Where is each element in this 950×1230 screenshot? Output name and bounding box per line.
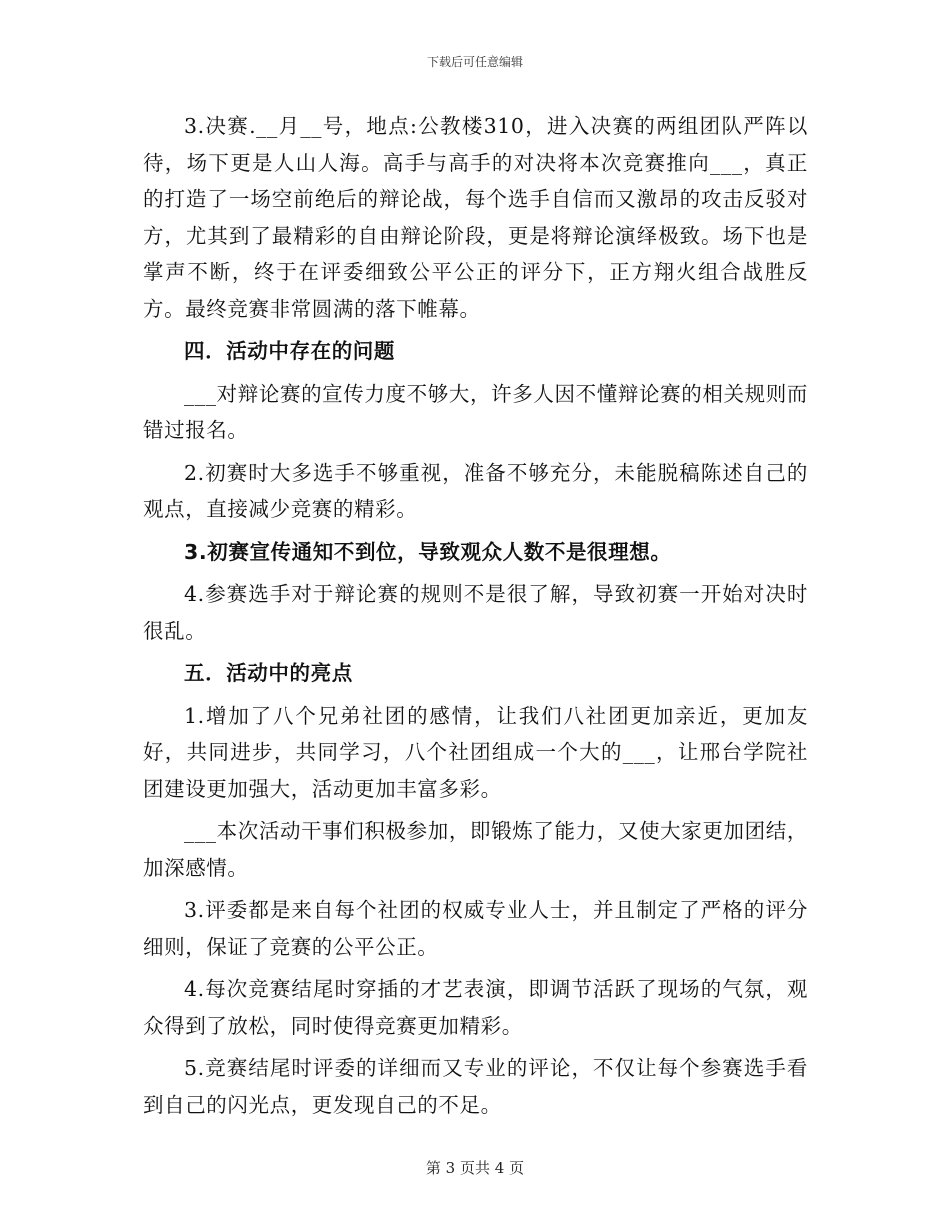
highlight-item-2: ___本次活动干事们积极参加，即锻炼了能力，又使大家更加团结，加深感情。 (143, 819, 808, 880)
problem-item-4: 4.参赛选手对于辩论赛的规则不是很了解，导致初赛一开始对决时很乱。 (143, 582, 808, 643)
problem-item-3: 3.初赛宣传通知不到位，导致观众人数不是很理想。 (184, 539, 672, 564)
highlight-item-1: 1.增加了八个兄弟社团的感情，让我们八社团更加亲近，更加友好，共同进步，共同学习，八个社团组成一个大的___，让邢台学院社团建设更加强大，活动更加丰富多彩。 (143, 703, 808, 801)
highlight-item-4: 4.每次竞赛结尾时穿插的才艺表演，即调节活跃了现场的气氛，观众得到了放松，同时使得竞赛更加精彩。 (143, 977, 808, 1038)
section-heading-highlights: 五．活动中的亮点 (184, 661, 353, 685)
highlight-item-5: 5.竞赛结尾时评委的详细而又专业的评论，不仅让每个参赛选手看到自己的闪光点，更发现自己的不足。 (143, 1056, 808, 1117)
problem-item-2: 2.初赛时大多选手不够重视，准备不够充分，未能脱稿陈述自己的观点，直接减少竞赛的精彩。 (143, 460, 808, 521)
problem-item-1: ___对辩论赛的宣传力度不够大，许多人因不懂辩论赛的相关规则而错过报名。 (143, 381, 808, 442)
paragraph-final-round: 3.决赛.__月__号，地点:公教楼310，进入决赛的两组团队严阵以待，场下更是人山人海。高手与高手的对决将本次竞赛推向___，真正的打造了一场空前绝后的辩论战，每个选手自信而又激昂的攻击反驳对方，尤其到了最精彩的自由辩论阶段，更是将辩论演绎极致。场下也是掌声不断，终于在评委细致公平公正的评分下，正方翔火组合战胜反方。最终竞赛非常圆满的落下帷幕。 (143, 114, 808, 321)
document-body (143, 108, 808, 1123)
page-header: 下载后可任意编辑 (426, 55, 523, 69)
highlight-item-3: 3.评委都是来自每个社团的权威专业人士，并且制定了严格的评分细则，保证了竞赛的公平公正。 (143, 898, 808, 959)
page-footer: 第 3 页共 4 页 (425, 1159, 525, 1177)
section-heading-problems: 四．活动中存在的问题 (184, 339, 395, 363)
